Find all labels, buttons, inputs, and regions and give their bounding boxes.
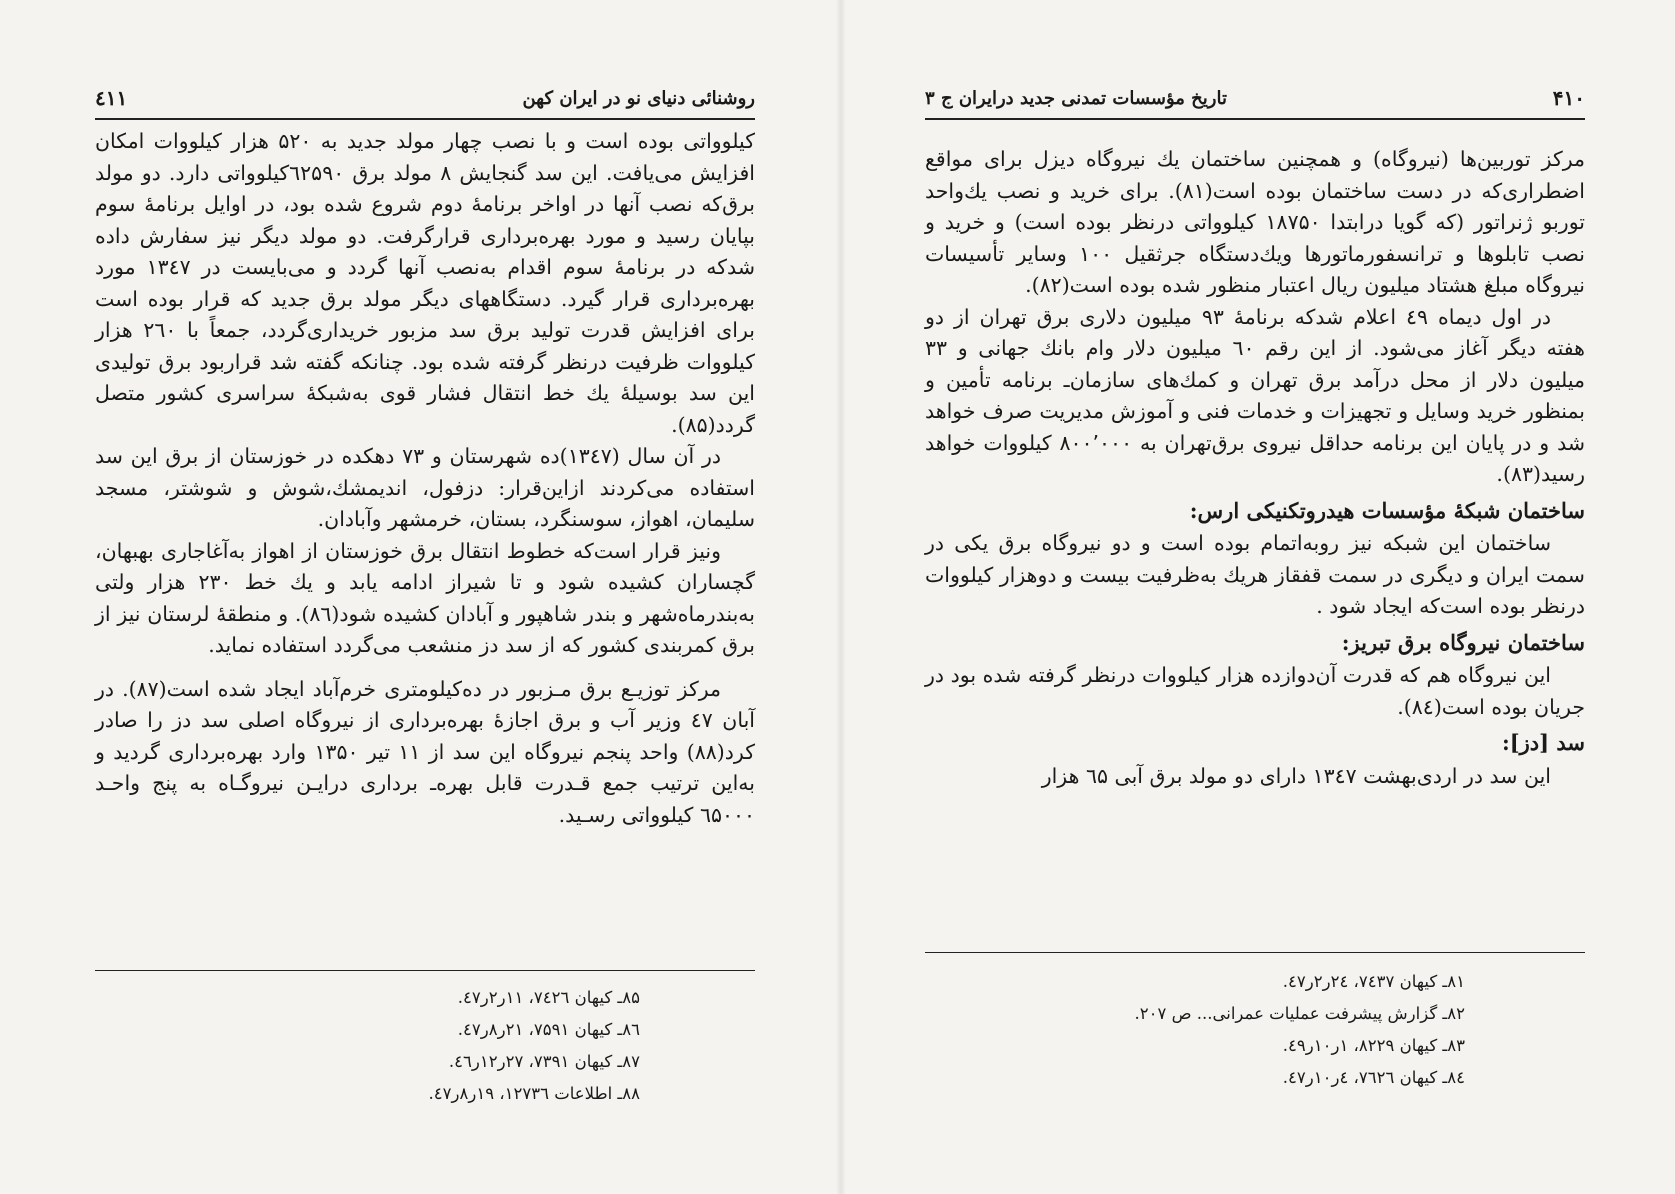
footnote-88: ۸۸ـ اطلاعات ۱۲۷۳٦، ۱۹ر۸ر٤۷. xyxy=(428,1084,640,1103)
heading-dez-dam: سد [دز]: xyxy=(1501,730,1585,755)
left-header-rule xyxy=(95,118,755,120)
footnote-81: ۸۱ـ کیهان ۷٤۳۷، ۲٤ر۲ر٤۷. xyxy=(1282,972,1465,991)
left-running-title: روشنائی دنیای نو در ایران کهن xyxy=(522,87,755,109)
left-paragraph-2: در آن سال (۱۳٤۷)ده شهرستان و ۷۳ دهکده در خوزستان از برق این سد استفاده می‌کردند ازاین‌قرار: دزفول، اندیمشك،شوش و شوشتر، مسجد سلیمان، اهواز، سوسنگرد، بستان، خرمشهر وآبادان. xyxy=(95,444,755,531)
right-footnotes xyxy=(1134,966,1465,1094)
right-paragraph-4: این نیروگاه هم که قدرت آن‌دوازده هزار کیلووات درنظر گرفته شده بود در جریان بوده است(۸٤). xyxy=(925,663,1585,719)
right-page-body xyxy=(925,144,1585,792)
footnote-85: ۸۵ـ کیهان ۷٤۲٦، ۱۱ر۲ر٤۷. xyxy=(457,988,640,1007)
footnote-83: ۸۳ـ کیهان ۸۲۲۹، ۱ر۱۰ر٤۹. xyxy=(1282,1036,1465,1055)
footnote-82: ۸۲ـ گزارش پیشرفت عملیات عمرانی... ص ۲۰۷. xyxy=(1134,1004,1465,1023)
right-footnote-rule xyxy=(925,952,1585,953)
right-page-number: ۴۱۰ xyxy=(1552,86,1585,110)
right-paragraph-1: مرکز توربین‌ها (نیروگاه) و همچنین ساختمان یك نیروگاه دیزل برای مواقع اضطراری‌که در دست ساختمان بوده است(۸۱). برای خرید و نصب یك‌واحد توربو ژنراتور (که گویا درابتدا ۱۸۷۵۰ کیلوواتی درنظر بوده است) و خرید و نصب تابلوها و ترانسفورماتورها ویك‌دستگاه جرثقیل ۱۰۰ وسایر تأسیسات نیروگاه مبلغ هشتاد میلیون ریال اعتبار منظور شده بوده است(۸۲). xyxy=(925,147,1585,297)
left-paragraph-3: ونیز قرار است‌که خطوط انتقال برق خوزستان از اهواز به‌آغاجاری بهبهان، گچساران کشیده شود و تا شیراز ادامه یابد و یك خط ۲۳۰ هزار ولتی به‌بندرماه‌شهر و بندر شاهپور و آبادان کشیده شود(۸٦). و منطقهٔ لرستان نیز از برق کمربندی کشور که از سد دز منشعب می‌گردد استفاده نماید. xyxy=(95,538,756,657)
left-paragraph-1: کیلوواتی بوده است و با نصب چهار مولد جدید به ۵۲۰ هزار کیلووات امکان افزایش می‌یافت. این سد گنجایش ۸ مولد برق ٦۲۵۹۰کیلوواتی دارد. دو مولد برق‌که نصب آنها در اواخر برنامهٔ دوم شروع شده بود، در اوایل برنامهٔ سوم بپایان رسید و مورد بهره‌برداری قرارگرفت. دو مولد دیگر نیز سفارش داده شدکه در برنامهٔ سوم اقدام به‌نصب آنها گردد و می‌بایست در ۱۳٤۷ مورد بهره‌برداری قرار گیرد. دستگاههای دیگر مولد برق جدید که قرار بوده است برای افزایش قدرت تولید برق سد مزبور خریداری‌گردد، جمعاً با ۲٦۰ هزار کیلووات ظرفیت درنظر گرفته شده بود. چنانکه گفته شد قراربود برق تولیدی این سد بوسیلهٔ یك خط انتقال فشار قوی به‌شبکهٔ سراسری کشور متصل گردد(۸۵). xyxy=(95,129,755,437)
left-page xyxy=(95,0,755,1194)
footnote-84: ۸٤ـ کیهان ۷٦۲٦، ٤ر۱۰ر٤۷. xyxy=(1282,1068,1465,1087)
footnote-87: ۸۷ـ کیهان ۷۳۹۱، ۲۷ر۱۲ر٤٦. xyxy=(448,1052,640,1071)
right-page-header xyxy=(925,78,1585,118)
book-gutter xyxy=(836,0,846,1194)
heading-tabriz: ساختمان نیروگاه برق تبریز: xyxy=(1341,629,1585,655)
right-paragraph-2: در اول دیماه ٤۹ اعلام شدکه برنامهٔ ۹۳ میلیون دلاری برق تهران از دو هفته دیگر آغاز می‌شود. از این رقم ٦۰ میلیون دلار وام بانك جهانی و ۳۳ میلیون دلار از محل درآمد برق تهران و کمك‌های سازمان‌ـ برنامه تأمین و بمنظور خرید وسایل و تجهیزات و خدمات فنی و آموزش مدیریت صرف خواهد شد و در پایان این برنامه حداقل نیروی برق‌تهران به ۸۰۰٬۰۰۰ کیلووات خواهد رسید(۸۳). xyxy=(925,304,1586,486)
left-page-number: ٤۱۱ xyxy=(95,86,128,110)
right-page xyxy=(925,0,1585,1194)
left-page-header xyxy=(95,78,755,118)
right-paragraph-5: این سد در اردی‌بهشت ۱۳٤۷ دارای دو مولد برق آبی ٦۵ هزار xyxy=(1041,763,1551,788)
right-paragraph-3: ساختمان این شبکه نیز روبه‌اتمام بوده است و دو نیروگاه برق یکی در سمت ایران و دیگری در سمت قفقاز هریك به‌ظرفیت بیست و دوهزار کیلووات درنظر بوده است‌که ایجاد شود . xyxy=(925,531,1585,618)
right-header-rule xyxy=(925,118,1585,120)
footnote-86: ۸٦ـ کیهان ۷۵۹۱، ۲۱ر۸ر٤۷. xyxy=(457,1020,640,1039)
left-paragraph-4: مرکز توزیـع برق مـزبور در ده‌کیلومتری خرم‌آباد ایجاد شده است(۸۷). در آبان ٤۷ وزیر آب و برق اجازهٔ بهره‌برداری از نیروگاه اصلی سد دز را صادر کرد(۸۸) واحد پنجم نیروگاه این سد از ۱۱ تیر ۱۳۵۰ وارد بهره‌برداری گردید و به‌این ترتیب جمع قـدرت قابل بهره‌ـ برداری درایـن نیروگـاه به پنج واحـد ٦۵۰۰۰ کیلوواتی رسـید. xyxy=(95,676,755,827)
left-footnote-rule xyxy=(95,970,755,971)
right-running-title: تاریخ مؤسسات تمدنی جدید درایران ج ۳ xyxy=(925,87,1227,109)
left-footnotes xyxy=(429,982,640,1110)
heading-aras: ساختمان شبکهٔ مؤسسات هیدروتکنیکی ارس: xyxy=(1189,497,1585,523)
left-page-body xyxy=(95,126,755,831)
